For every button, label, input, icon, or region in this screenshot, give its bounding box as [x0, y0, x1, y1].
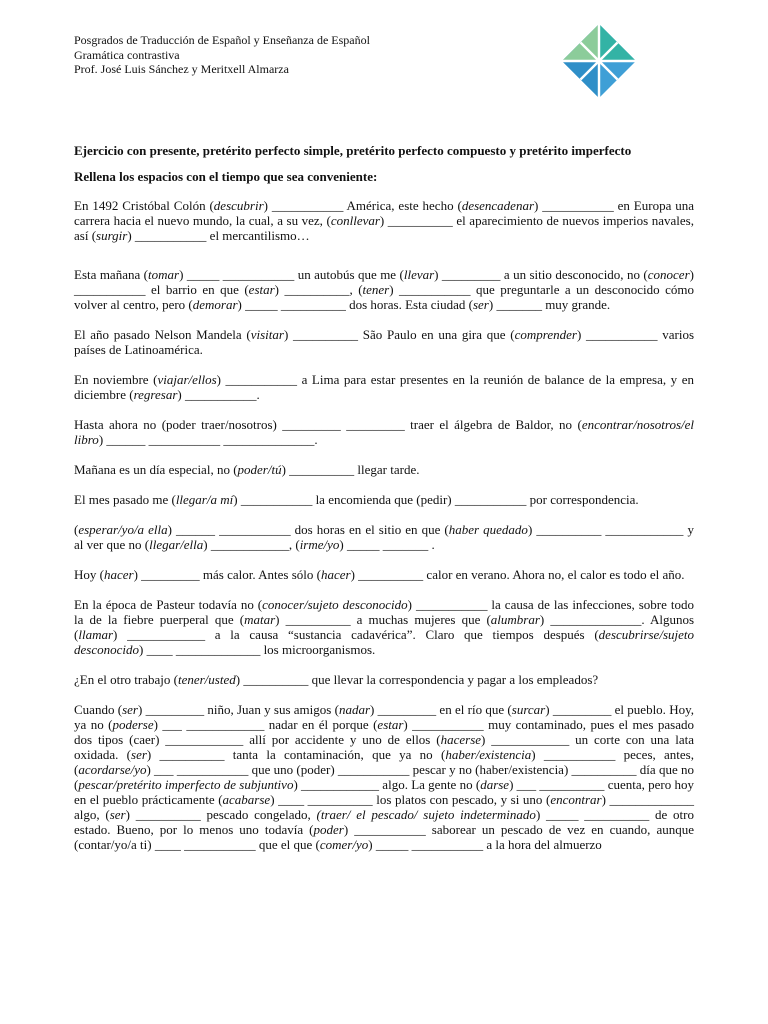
exercise-paragraph: En 1492 Cristóbal Colón (descubrir) ___________ América, este hecho (desencadenar) ___________ en Europa una carrera hacia el nuevo mundo, la cual, a su vez, (conllevar) __________ el aparecimiento de nuevos imperios navales, así (surgir) ___________ el mercantilismo…: [74, 198, 694, 243]
exercise-paragraph: En la época de Pasteur todavía no (conocer/sujeto desconocido) ___________ la causa de las infecciones, sobre todo la de la fiebre puerperal que (matar) __________ a muchas mujeres que (alumbrar) ______________. Algunos (llamar) ____________ a la causa “sustancia cadavérica”. Claro que tiempos después (descubrirse/sujeto desconocido) ____ _____________ los microorganismos.: [74, 597, 695, 657]
exercise-paragraph: Cuando (ser) _________ niño, Juan y sus amigos (nadar) _________ en el río que (surcar) _________ el pueblo. Hoy, ya no (poderse) ___ ____________ nadar en él porque (estar) ___________ muy contaminado, pues el mes pasado dos tipos (caer) ____________ allí por accidente y uno de ellos (hacerse) ____________ un corte con una lata oxidada. (ser) __________ tanta la contaminación, que ya no (haber/existencia) ___________ peces, antes, (acordarse/yo) ___ ___________ que uno (poder) ___________ pescar y no (haber/existencia) __________ día que no (pescar/pretérito imperfecto de subjuntivo) ____________ algo. La gente no (darse) ___ __________ cuenta, pero hoy en el pueblo prácticamente (acabarse) ____ __________ los platos con pescado, y si uno (encontrar) _____________ algo, (ser) __________ pescado congelado, (traer/ el pescado/ sujeto indeterminado) _____ __________ de otro estado. Bueno, por lo menos uno todavía (poder) ___________ saborear un pescado de vez en cuando, aunque (contar/yo/a ti) ____ ___________ que el que (comer/yo) _____ ___________ a la hora del almuerzo: [74, 702, 695, 852]
exercise-paragraph: ¿En el otro trabajo (tener/usted) __________ que llevar la correspondencia y pagar a los empleados?: [74, 672, 599, 687]
institution-logo-icon: [560, 22, 638, 100]
header-professors: Prof. José Luis Sánchez y Meritxell Almarza: [74, 62, 289, 76]
exercise-paragraph: Hoy (hacer) _________ más calor. Antes sólo (hacer) __________ calor en verano. Ahora no, el calor es todo el año.: [74, 567, 685, 582]
exercise-paragraph: El mes pasado me (llegar/a mí) ___________ la encomienda que (pedir) ___________ por correspondencia.: [74, 492, 639, 507]
exercise-title: Ejercicio con presente, pretérito perfecto simple, pretérito perfecto compuesto y pretérito imperfecto: [74, 143, 632, 158]
header-program: Posgrados de Traducción de Español y Enseñanza de Español: [74, 33, 370, 47]
exercise-paragraph: Mañana es un día especial, no (poder/tú) __________ llegar tarde.: [74, 462, 420, 477]
exercise-paragraph: Hasta ahora no (poder traer/nosotros) _________ _________ traer el álgebra de Baldor, no (encontrar/nosotros/el libro) ______ ___________ ______________.: [74, 417, 694, 447]
exercise-paragraph: (esperar/yo/a ella) ______ ___________ dos horas en el sitio en que (haber quedado) __________ ____________ y al ver que no (llegar/ella) ____________, (irme/yo) _____ _______ .: [74, 522, 694, 552]
exercise-instruction: Rellena los espacios con el tiempo que sea conveniente:: [74, 169, 378, 184]
document-header: [74, 33, 370, 77]
exercise-page: [74, 143, 694, 867]
header-course: Gramática contrastiva: [74, 47, 180, 62]
exercise-paragraph: El año pasado Nelson Mandela (visitar) __________ São Paulo en una gira que (comprender) ___________ varios países de Latinoamérica.: [74, 327, 694, 357]
exercise-paragraph: Esta mañana (tomar) _____ ___________ un autobús que me (llevar) _________ a un sitio desconocido, no (conocer) ___________ el barrio en que (estar) __________, (tener) ___________ que preguntarle a un desconocido cómo volver al centro, pero (demorar) _____ __________ dos horas. Esta ciudad (ser) _______ muy grande.: [74, 267, 694, 312]
exercise-paragraph: En noviembre (viajar/ellos) ___________ a Lima para estar presentes en la reunión de balance de la empresa, y en diciembre (regresar) ___________.: [74, 372, 694, 402]
